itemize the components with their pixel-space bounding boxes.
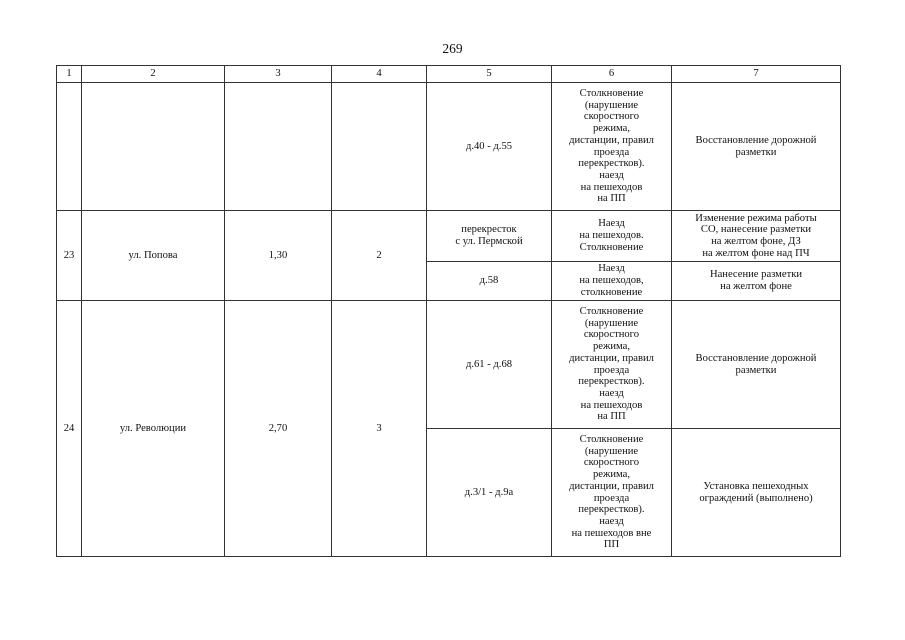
row-number-cell: 23: [57, 211, 82, 301]
count-cell: [332, 83, 427, 211]
count-cell: 3: [332, 301, 427, 557]
location-cell: перекресток с ул. Пермской: [427, 211, 552, 262]
street-cell: [82, 83, 225, 211]
incident-cell: Столкновение (нарушение скоростного режима, дистанции, правил проезда перекрестков). наезд на пешеходов на ПП: [552, 83, 672, 211]
measure-cell: Восстановление дорожной разметки: [672, 83, 841, 211]
location-cell: д.58: [427, 262, 552, 301]
measure-cell: Установка пешеходных ограждений (выполнено): [672, 429, 841, 557]
length-cell: [225, 83, 332, 211]
page-number: 269: [442, 41, 463, 56]
measure-cell: Восстановление дорожной разметки: [672, 301, 841, 429]
incident-cell: Наезд на пешеходов. Столкновение: [552, 211, 672, 262]
table-row: [57, 301, 841, 429]
header-cell-1: 1: [57, 66, 82, 83]
length-cell: 2,70: [225, 301, 332, 557]
header-cell-3: 3: [225, 66, 332, 83]
header-cell-2: 2: [82, 66, 225, 83]
table-row: [57, 211, 841, 262]
header-cell-5: 5: [427, 66, 552, 83]
street-cell: ул. Революции: [82, 301, 225, 557]
table-row: [57, 83, 841, 211]
length-cell: 1,30: [225, 211, 332, 301]
row-number-cell: 24: [57, 301, 82, 557]
header-row: [57, 66, 841, 83]
road-safety-table: [56, 65, 841, 557]
measure-cell: Нанесение разметки на желтом фоне: [672, 262, 841, 301]
header-cell-7: 7: [672, 66, 841, 83]
incident-cell: Наезд на пешеходов, столкновение: [552, 262, 672, 301]
header-cell-6: 6: [552, 66, 672, 83]
header-cell-4: 4: [332, 66, 427, 83]
incident-cell: Столкновение (нарушение скоростного режима, дистанции, правил проезда перекрестков). наезд на пешеходов на ПП: [552, 301, 672, 429]
location-cell: д.61 - д.68: [427, 301, 552, 429]
incident-cell: Столкновение (нарушение скоростного режима, дистанции, правил проезда перекрестков). наезд на пешеходов вне ПП: [552, 429, 672, 557]
row-number-cell: [57, 83, 82, 211]
location-cell: д.3/1 - д.9а: [427, 429, 552, 557]
location-cell: д.40 - д.55: [427, 83, 552, 211]
count-cell: 2: [332, 211, 427, 301]
street-cell: ул. Попова: [82, 211, 225, 301]
measure-cell: Изменение режима работы СО, нанесение разметки на желтом фоне, ДЗ на желтом фоне над ПЧ: [672, 211, 841, 262]
